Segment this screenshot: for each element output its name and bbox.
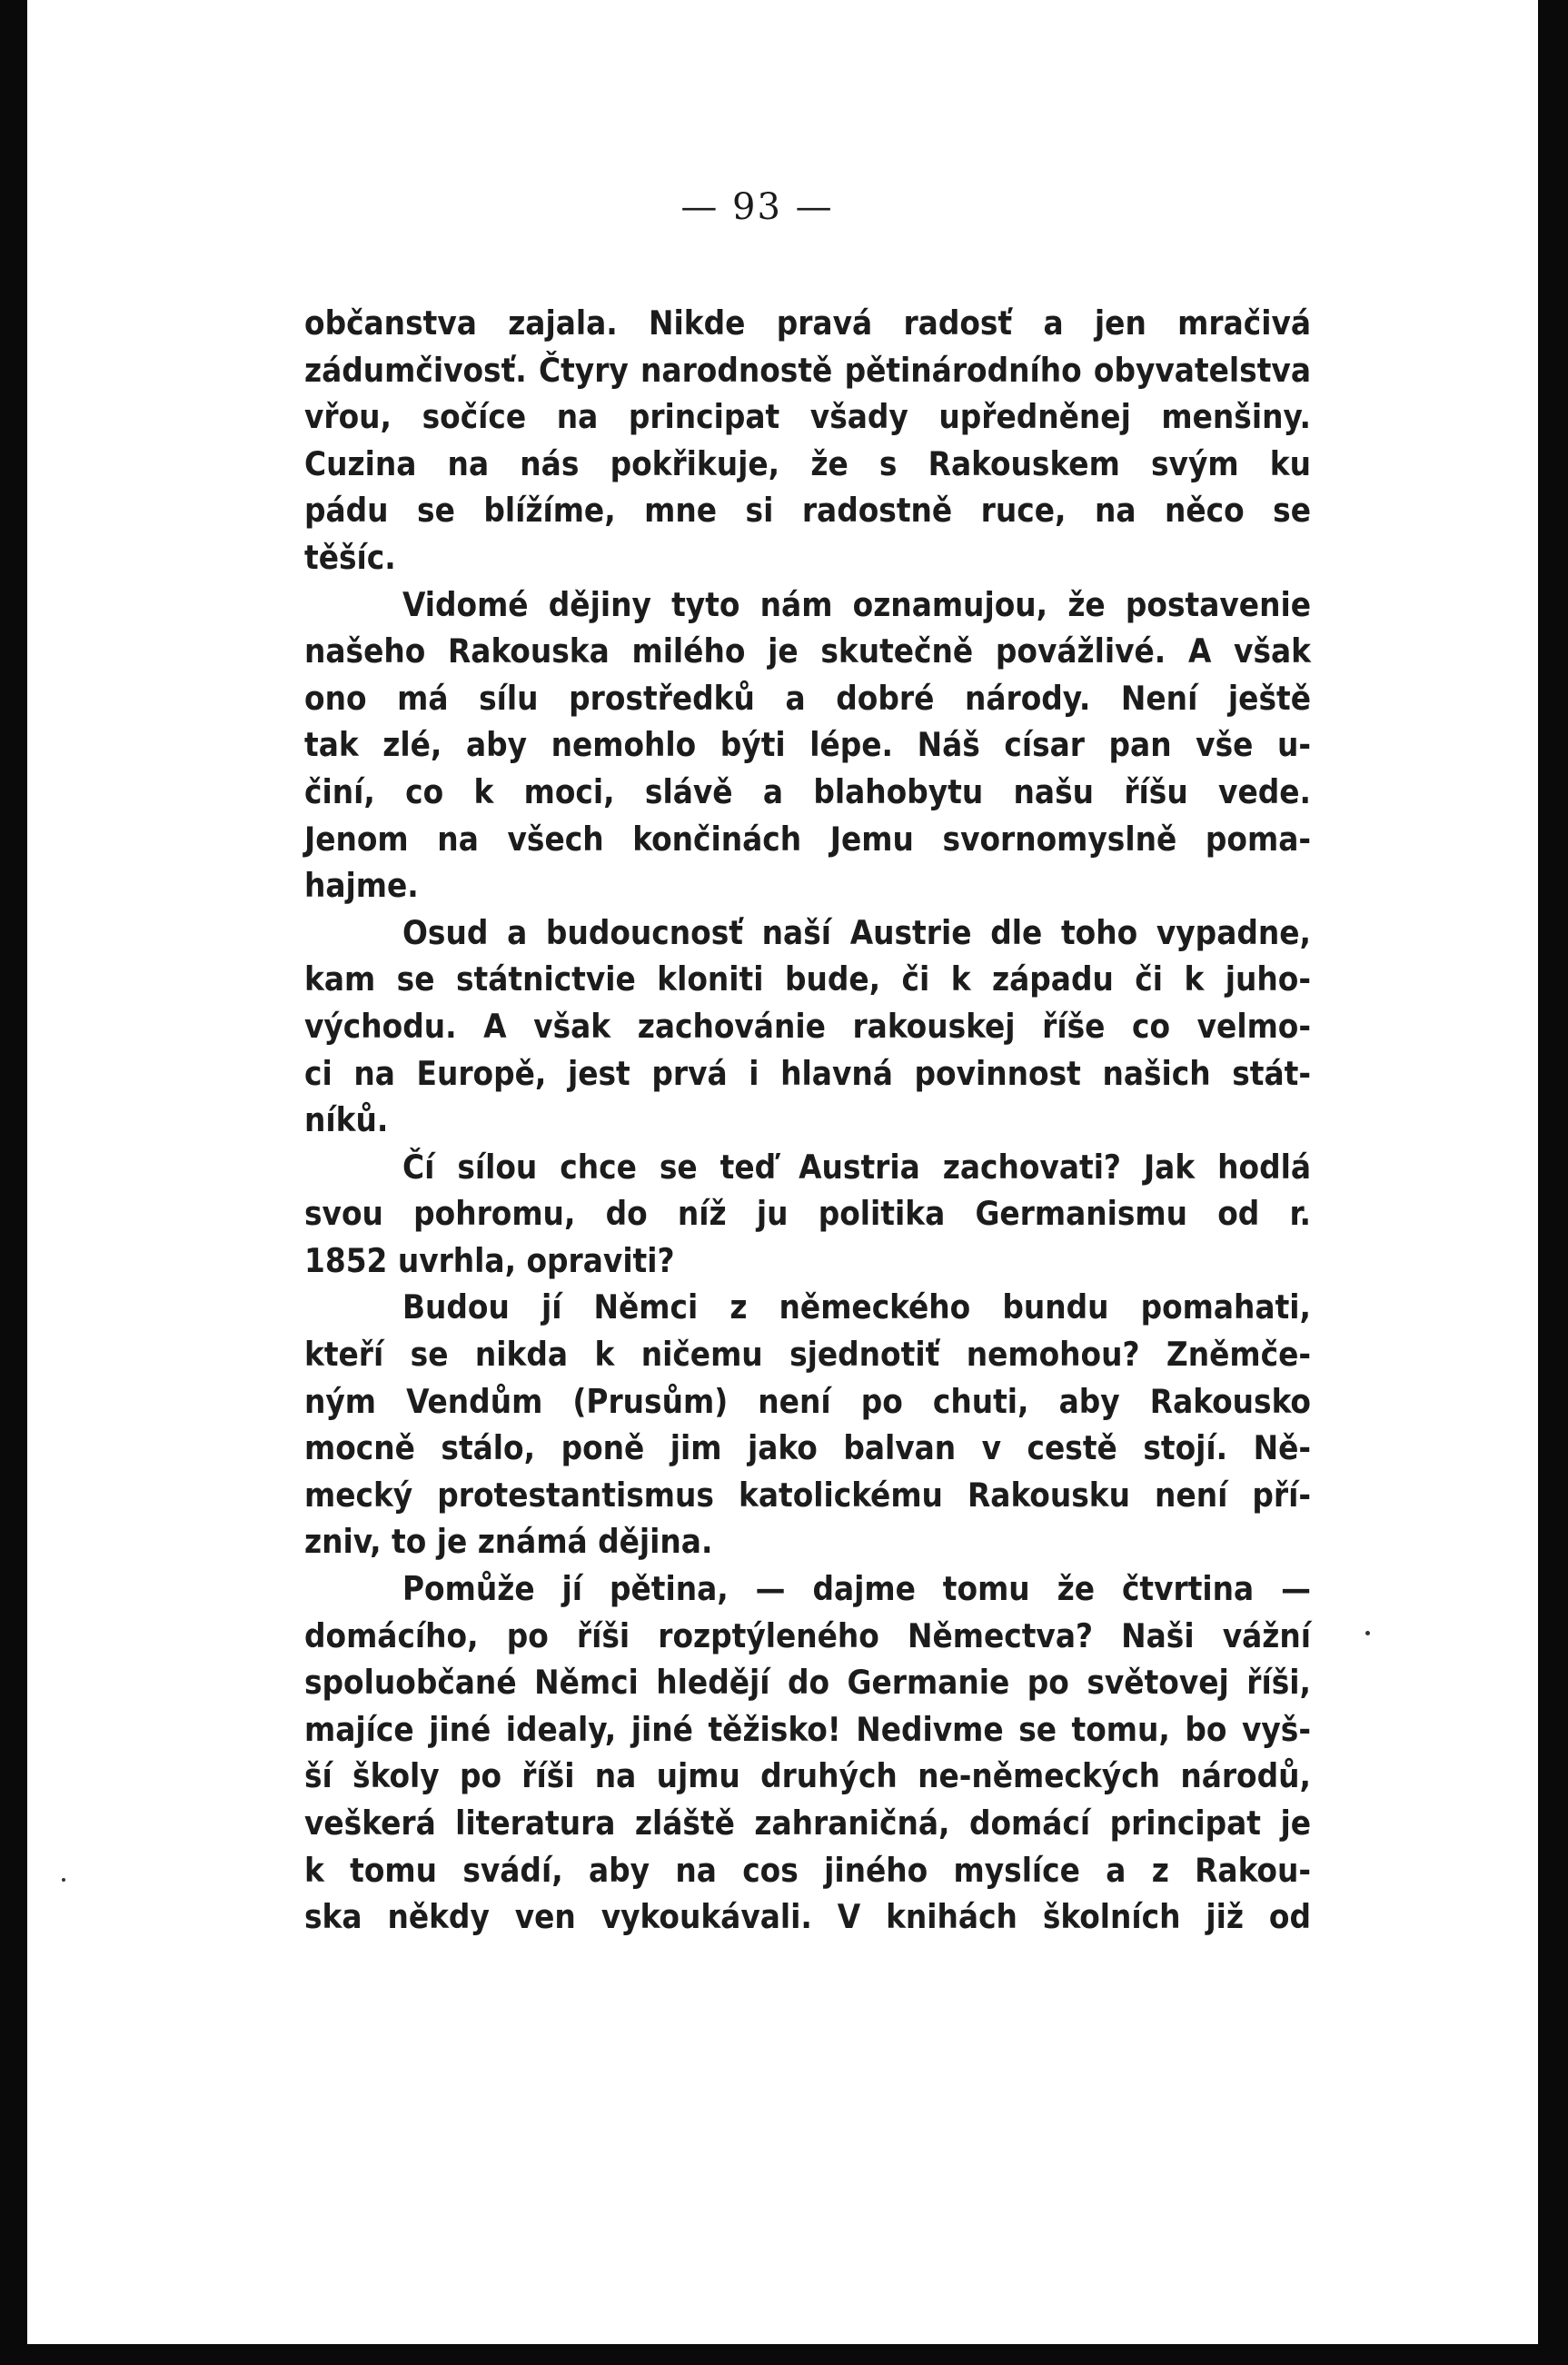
text-line: kam se státnictvie kloniti bude, či k západu či k juho- xyxy=(304,959,1311,999)
text-line: svou pohromu, do níž ju politika Germanismu od r. xyxy=(304,1194,1311,1234)
text-line: mocně stálo, poně jim jako balvan v cestě stojí. Ně- xyxy=(304,1428,1311,1468)
text-line: Čí sílou chce se teď Austria zachovati? Jak hodlá xyxy=(402,1147,1311,1187)
text-line: ska někdy ven vykoukávali. V knihách školních již od xyxy=(304,1897,1311,1937)
text-line: Cuzina na nás pokřikuje, že s Rakouskem svým ku xyxy=(304,443,1311,483)
text-line: majíce jiné idealy, jiné těžisko! Nedivme se tomu, bo vyš- xyxy=(304,1709,1311,1749)
text-line: ci na Europě, jest prvá i hlavná povinnost našich stát- xyxy=(304,1053,1311,1093)
text-line: hajme. xyxy=(304,866,419,906)
text-line: našeho Rakouska milého je skutečně povážlivé. A však xyxy=(304,631,1311,671)
text-line: pádu se blížíme, mne si radostně ruce, na něco se xyxy=(304,491,1311,531)
text-line: Budou jí Němci z německého bundu pomahati, xyxy=(402,1287,1311,1327)
dust-speck xyxy=(1365,1631,1370,1635)
text-line: níků. xyxy=(304,1100,389,1140)
text-line: Osud a budoucnosť naší Austrie dle toho vypadne, xyxy=(402,912,1311,952)
text-line: spoluobčané Němci hledějí do Germanie po světovej říši, xyxy=(304,1663,1311,1703)
text-line: zádumčivosť. Čtyry narodnostě pětinárodního obyvatelstva xyxy=(304,350,1311,390)
text-line: činí, co k moci, slávě a blahobytu našu říšu vede. xyxy=(304,771,1311,811)
text-line: tak zlé, aby nemohlo býti lépe. Náš císar pan vše u- xyxy=(304,725,1311,765)
book-page xyxy=(27,0,1538,2344)
text-line: občanstva zajala. Nikde pravá radosť a jen mračivá xyxy=(304,303,1311,343)
text-line: zniv, to je známá dějina. xyxy=(304,1522,713,1562)
dust-speck xyxy=(62,1878,65,1882)
text-line: domácího, po říši rozptýleného Němectva? Naši vážní xyxy=(304,1615,1311,1655)
text-line: 1852 uvrhla, opraviti? xyxy=(304,1240,675,1280)
text-line: ono má sílu prostředků a dobré národy. Není ještě xyxy=(304,678,1311,718)
text-line: těšíc. xyxy=(304,537,396,577)
page-number: — 93 — xyxy=(680,186,834,228)
text-line: ší školy po říši na ujmu druhých ne-německých národů, xyxy=(304,1756,1311,1796)
text-line: vřou, sočíce na principat všady upředněnej menšiny. xyxy=(304,397,1311,437)
text-line: Vidomé dějiny tyto nám oznamujou, že postavenie xyxy=(402,584,1311,624)
text-line: k tomu svádí, aby na cos jiného myslíce a z Rakou- xyxy=(304,1850,1311,1890)
body-text xyxy=(304,300,1311,1941)
text-line: Jenom na všech končinách Jemu svornomyslně poma- xyxy=(304,819,1311,859)
text-line: kteří se nikda k ničemu sjednotiť nemohou? Zněmče- xyxy=(304,1335,1311,1375)
text-line: Pomůže jí pětina, — dajme tomu že čtvrtina — xyxy=(402,1569,1311,1609)
text-line: mecký protestantismus katolickému Rakousku není pří- xyxy=(304,1475,1311,1515)
text-line: východu. A však zachovánie rakouskej říše co velmo- xyxy=(304,1006,1311,1046)
text-line: ným Vendům (Prusům) není po chuti, aby Rakousko xyxy=(304,1381,1311,1421)
text-line: veškerá literatura zláště zahraničná, domácí principat je xyxy=(304,1804,1311,1843)
